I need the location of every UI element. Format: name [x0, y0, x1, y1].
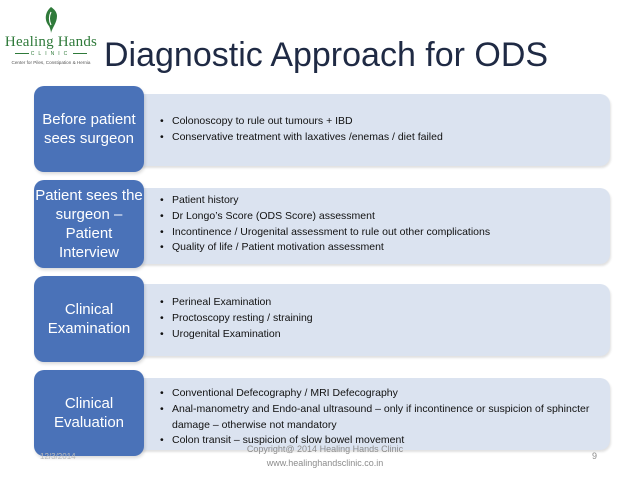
- logo-tagline: Center for Piles, Constipation & Hernia: [11, 60, 91, 65]
- logo-clinic-text: CLINIC: [4, 51, 98, 57]
- process-row: [34, 276, 610, 362]
- row-content-box: [124, 188, 610, 264]
- bullet-item: • Perineal Examination: [160, 295, 602, 311]
- bullet-item: • Colon transit – suspicion of slow bowel movement: [160, 433, 602, 449]
- row-content-box: [124, 284, 610, 356]
- bullet-item: • Patient history: [160, 193, 602, 209]
- bullet-item: • Urogenital Examination: [160, 327, 602, 343]
- bullet-list: [160, 295, 602, 342]
- bullet-item: • Quality of life / Patient motivation assessment: [160, 240, 602, 256]
- row-content-box: [124, 378, 610, 450]
- bullet-item: • Dr Longo’s Score (ODS Score) assessment: [160, 209, 602, 225]
- bullet-item: • Conventional Defecography / MRI Defecography: [160, 386, 602, 402]
- slide-title: Diagnostic Approach for ODS: [104, 36, 549, 74]
- bullet-item: • Colonoscopy to rule out tumours + IBD: [160, 114, 602, 130]
- bullet-item: • Incontinence / Urogenital assessment to rule out other complications: [160, 225, 602, 241]
- step-label: Clinical Examination: [34, 276, 144, 362]
- process-row: [34, 180, 610, 268]
- step-label: Patient sees the surgeon – Patient Interview: [34, 180, 144, 268]
- bullet-item: • Anal-manometry and Endo-anal ultrasound – only if incontinence or suspicion of sphincter damage – otherwise not mandatory: [160, 402, 602, 434]
- step-label: Clinical Evaluation: [34, 370, 144, 456]
- bullet-list: [160, 386, 602, 449]
- bullet-item: • Conservative treatment with laxatives /enemas / diet failed: [160, 130, 602, 146]
- step-label: Before patient sees surgeon: [34, 86, 144, 172]
- row-content-box: [124, 94, 610, 166]
- bullet-list: [160, 193, 602, 256]
- footer-copyright: Copyright@ 2014 Healing Hands Clinic: [246, 444, 404, 454]
- footer-website: www.healinghandsclinic.co.in: [266, 458, 384, 468]
- logo-name: Healing Hands: [4, 34, 98, 50]
- process-row: [34, 86, 610, 172]
- footer-copyright-block: [190, 442, 460, 470]
- hands-leaf-icon: [42, 6, 60, 34]
- bullet-list: [160, 114, 602, 146]
- bullet-item: • Proctoscopy resting / straining: [160, 311, 602, 327]
- page-number: 9: [592, 451, 598, 461]
- footer-date: 12/3/2014: [40, 452, 76, 461]
- clinic-logo: [4, 6, 98, 68]
